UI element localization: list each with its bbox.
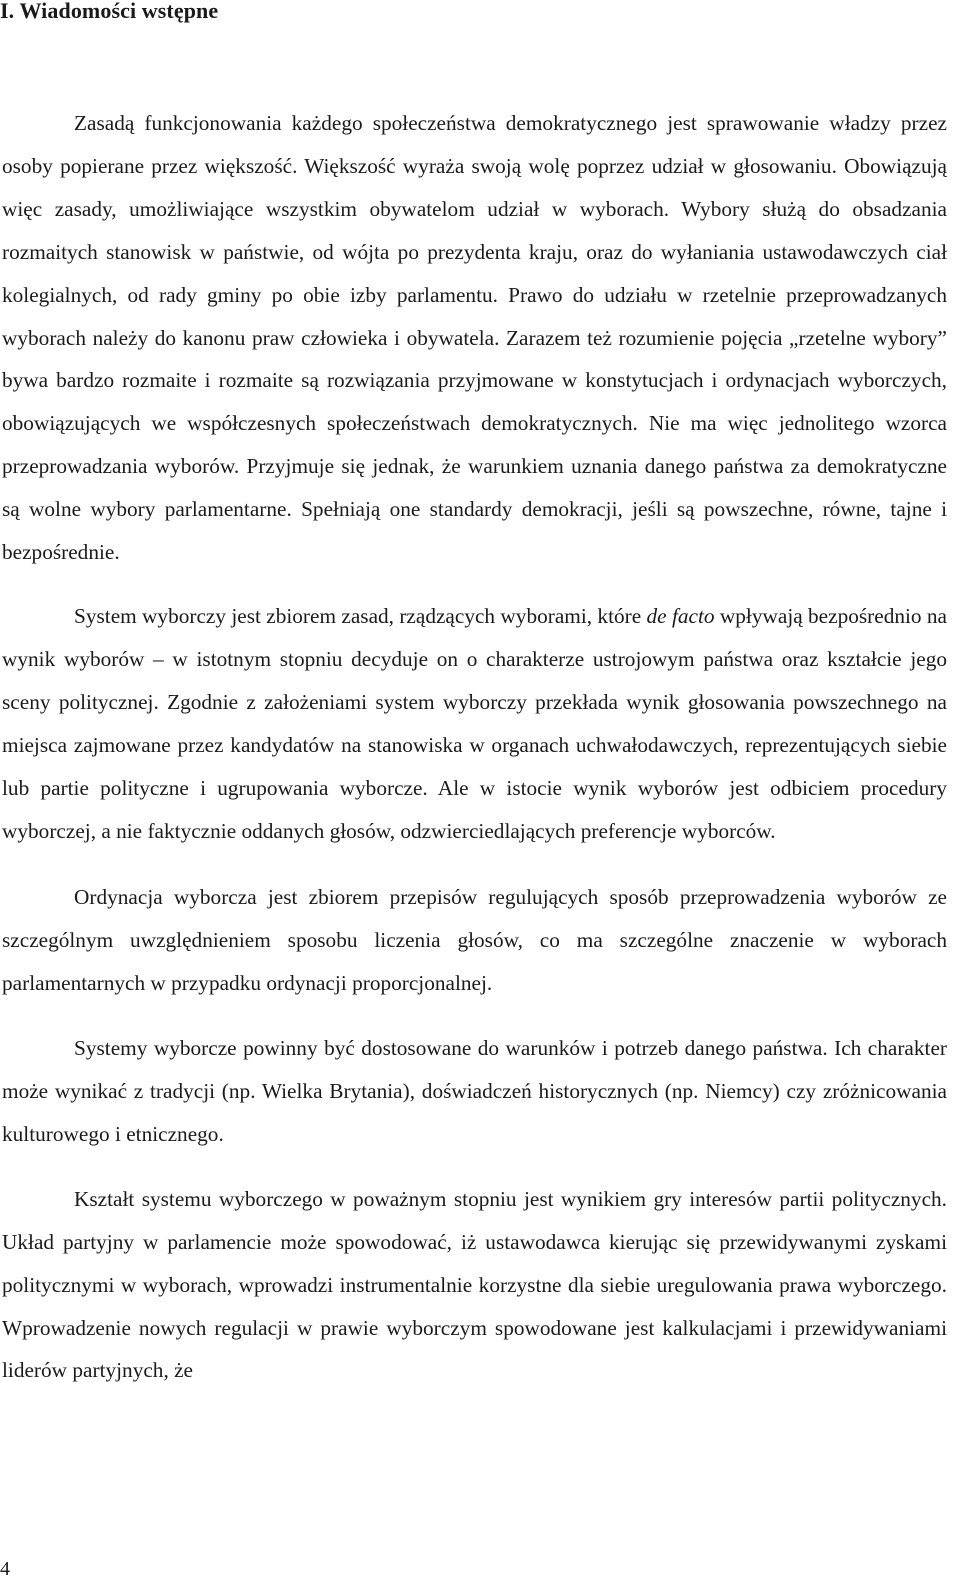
paragraph-electoral-system (2, 595, 947, 852)
paragraph-text: System wyborczy jest zbiorem zasad, rządzących wyborami, które (74, 603, 647, 628)
paragraph-adaptation (2, 1027, 947, 1156)
section-heading: I. Wiadomości wstępne (0, 0, 219, 23)
paragraph-text: Kształt systemu wyborczego w poważnym stopniu jest wynikiem gry interesów partii politycznych. Układ partyjny w parlamencie może spowodować, iż ustawodawca kierując się przewidywanymi zyskami politycznymi w wyborach, wprowadzi instrumentalnie korzystne dla siebie uregulowania prawa wyborczego. Wprowadzenie nowych regulacji w prawie wyborczym spowodowane jest kalkulacjami i przewidywaniami liderów partyjnych, że (2, 1186, 947, 1383)
page-number: 4 (0, 1558, 10, 1580)
paragraph-party-interests (2, 1178, 947, 1393)
body-text (2, 102, 947, 1392)
paragraph-text: Ordynacja wyborcza jest zbiorem przepisów regulujących sposób przeprowadzenia wyborów ze szczególnym uwzględnieniem sposobu liczenia głosów, co ma szczególne znaczenie w wyborach parlamentarnych w przypadku ordynacji proporcjonalnej. (2, 885, 947, 996)
paragraph-text: wpływają bezpośrednio na wynik wyborów – w istotnym stopniu decyduje on o charakterze ustrojowym państwa oraz kształcie jego sceny politycznej. Zgodnie z założeniami system wyborczy przekłada wynik głosowania powszechnego na miejsca zajmowane przez kandydatów na stanowiska w organach uchwałodawczych, reprezentujących siebie lub partie polityczne i ugrupowania wyborcze. Ale w istocie wynik wyborów jest odbiciem procedury wyborczej, a nie faktycznie oddanych głosów, odzwierciedlających preferencje wyborców. (2, 603, 948, 843)
paragraph-text: Zasadą funkcjonowania każdego społeczeństwa demokratycznego jest sprawowanie władzy przez osoby popierane przez większość. Większość wyraża swoją wolę poprzez udział w głosowaniu. Obowiązują więc zasady, umożliwiające wszystkim obywatelom udział w wyborach. Wybory służą do obsadzania rozmaitych stanowisk w państwie, od wójta po prezydenta kraju, oraz do wyłaniania ustawodawczych ciał kolegialnych, od rady gminy po obie izby parlamentu. Prawo do udziału w rzetelnie przeprowadzanych wyborach należy do kanonu praw człowieka i obywatela. Zarazem też rozumienie pojęcia „rzetelne wybory” bywa bardzo rozmaite i rozmaite są rozwiązania przyjmowane w konstytucjach i ordynacjach wyborczych, obowiązujących we współczesnych społeczeństwach demokratycznych. Nie ma więc jednolitego wzorca przeprowadzania wyborów. Przyjmuje się jednak, że warunkiem uznania danego państwa za demokratyczne są wolne wybory parlamentarne. Spełniają one standardy demokracji, jeśli są powszechne, równe, tajne i bezpośrednie. (2, 111, 947, 565)
paragraph-text: Systemy wyborcze powinny być dostosowane do warunków i potrzeb danego państwa. Ich charakter może wynikać z tradycji (np. Wielka Brytania), doświadczeń historycznych (np. Niemcy) czy zróżnicowania kulturowego i etnicznego. (2, 1036, 947, 1146)
italic-term: de facto (646, 603, 715, 628)
paragraph-democratic-elections (2, 102, 947, 574)
paragraph-electoral-law (2, 876, 947, 1005)
